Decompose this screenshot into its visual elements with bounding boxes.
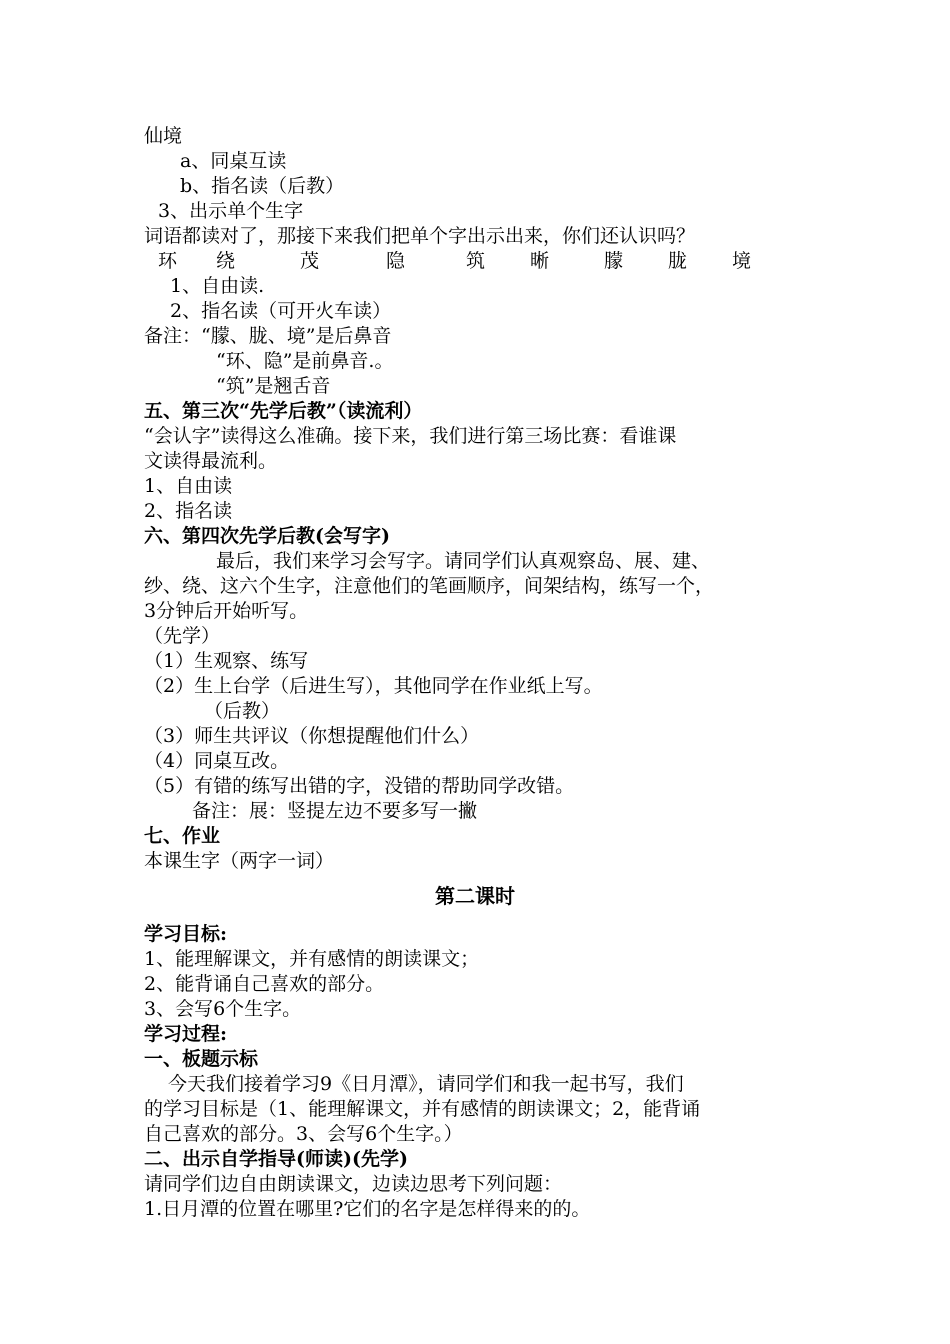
- text-line: （3）师生共评议（你想提醒他们什么）: [144, 725, 480, 747]
- section-heading: 五、第三次“先学后教”（读流利）: [144, 400, 423, 422]
- text-line: 文读得最流利。: [144, 450, 278, 472]
- text-line: （4）同桌互改。: [144, 750, 290, 772]
- section-heading: 学习过程:: [144, 1023, 228, 1045]
- text-line: 3、出示单个生字: [158, 200, 304, 222]
- text-line: b、指名读（后教）: [180, 175, 345, 197]
- character: 境: [732, 250, 752, 272]
- text-line: “筑”是翘舌音: [216, 375, 331, 397]
- character: 胧: [668, 250, 688, 272]
- text-line: 备注：“朦、胧、境”是后鼻音: [144, 325, 392, 347]
- text-line: 2、指名读: [144, 500, 233, 522]
- text-line: a、同桌互读: [180, 150, 287, 172]
- text-line: 最后，我们来学习会写字。请同学们认真观察岛、展、建、: [216, 550, 711, 572]
- text-line: 备注：展：竖提左边不要多写一撇: [192, 800, 478, 822]
- text-line: 1、能理解课文，并有感情的朗读课文；: [144, 948, 480, 970]
- text-line: “会认字”读得这么准确。接下来，我们进行第三场比赛：看谁课: [144, 425, 677, 447]
- text-line: 请同学们边自由朗读课文，边读边思考下列问题：: [144, 1173, 563, 1195]
- text-line: 3分钟后开始听写。: [144, 600, 309, 622]
- character: 绕: [216, 250, 236, 272]
- text-line: 1、自由读.: [170, 275, 265, 297]
- text-line: 今天我们接着学习9《日月潭》，请同学们和我一起书写，我们: [168, 1073, 684, 1095]
- lesson-title: 第二课时: [435, 884, 515, 908]
- text-line: 纱、绕、这六个生字，注意他们的笔画顺序，间架结构，练写一个，: [144, 575, 715, 597]
- section-heading: 学习目标:: [144, 923, 228, 945]
- character: 朦: [604, 250, 624, 272]
- text-line: 词语都读对了，那接下来我们把单个字出示出来，你们还认识吗？: [144, 225, 696, 247]
- text-line: （2）生上台学（后进生写），其他同学在作业纸上写。: [144, 675, 603, 697]
- character: 茂: [300, 250, 320, 272]
- character: 筑: [466, 250, 486, 272]
- text-line: 1、自由读: [144, 475, 233, 497]
- text-line: 1.日月潭的位置在哪里?它们的名字是怎样得来的的。: [144, 1198, 591, 1220]
- text-line: 的学习目标是（1、能理解课文，并有感情的朗读课文；2，能背诵: [144, 1098, 701, 1120]
- text-line: 3、会写6个生字。: [144, 998, 302, 1020]
- text-line: 本课生字（两字一词）: [144, 850, 335, 872]
- text-line: （1）生观察、练写: [144, 650, 309, 672]
- text-line: “环、隐”是前鼻音.。: [216, 350, 394, 372]
- section-heading: 一、板题示标: [144, 1048, 259, 1070]
- character: 环: [158, 250, 178, 272]
- section-heading: 二、出示自学指导(师读)(先学): [144, 1148, 408, 1170]
- section-heading: 七、作业: [144, 825, 221, 847]
- text-line: 2、能背诵自己喜欢的部分。: [144, 973, 385, 995]
- text-line: 2、指名读（可开火车读）: [170, 300, 392, 322]
- character: 隐: [386, 250, 406, 272]
- text-line: （先学）: [144, 625, 221, 647]
- text-line: （后教）: [204, 700, 281, 722]
- section-heading: 六、第四次先学后教(会写字): [144, 525, 390, 547]
- text-line: （5）有错的练写出错的字，没错的帮助同学改错。: [144, 775, 575, 797]
- text-line: 自己喜欢的部分。3、会写6个生字。）: [144, 1123, 463, 1145]
- text-line: 仙境: [144, 125, 183, 147]
- character: 晰: [530, 250, 550, 272]
